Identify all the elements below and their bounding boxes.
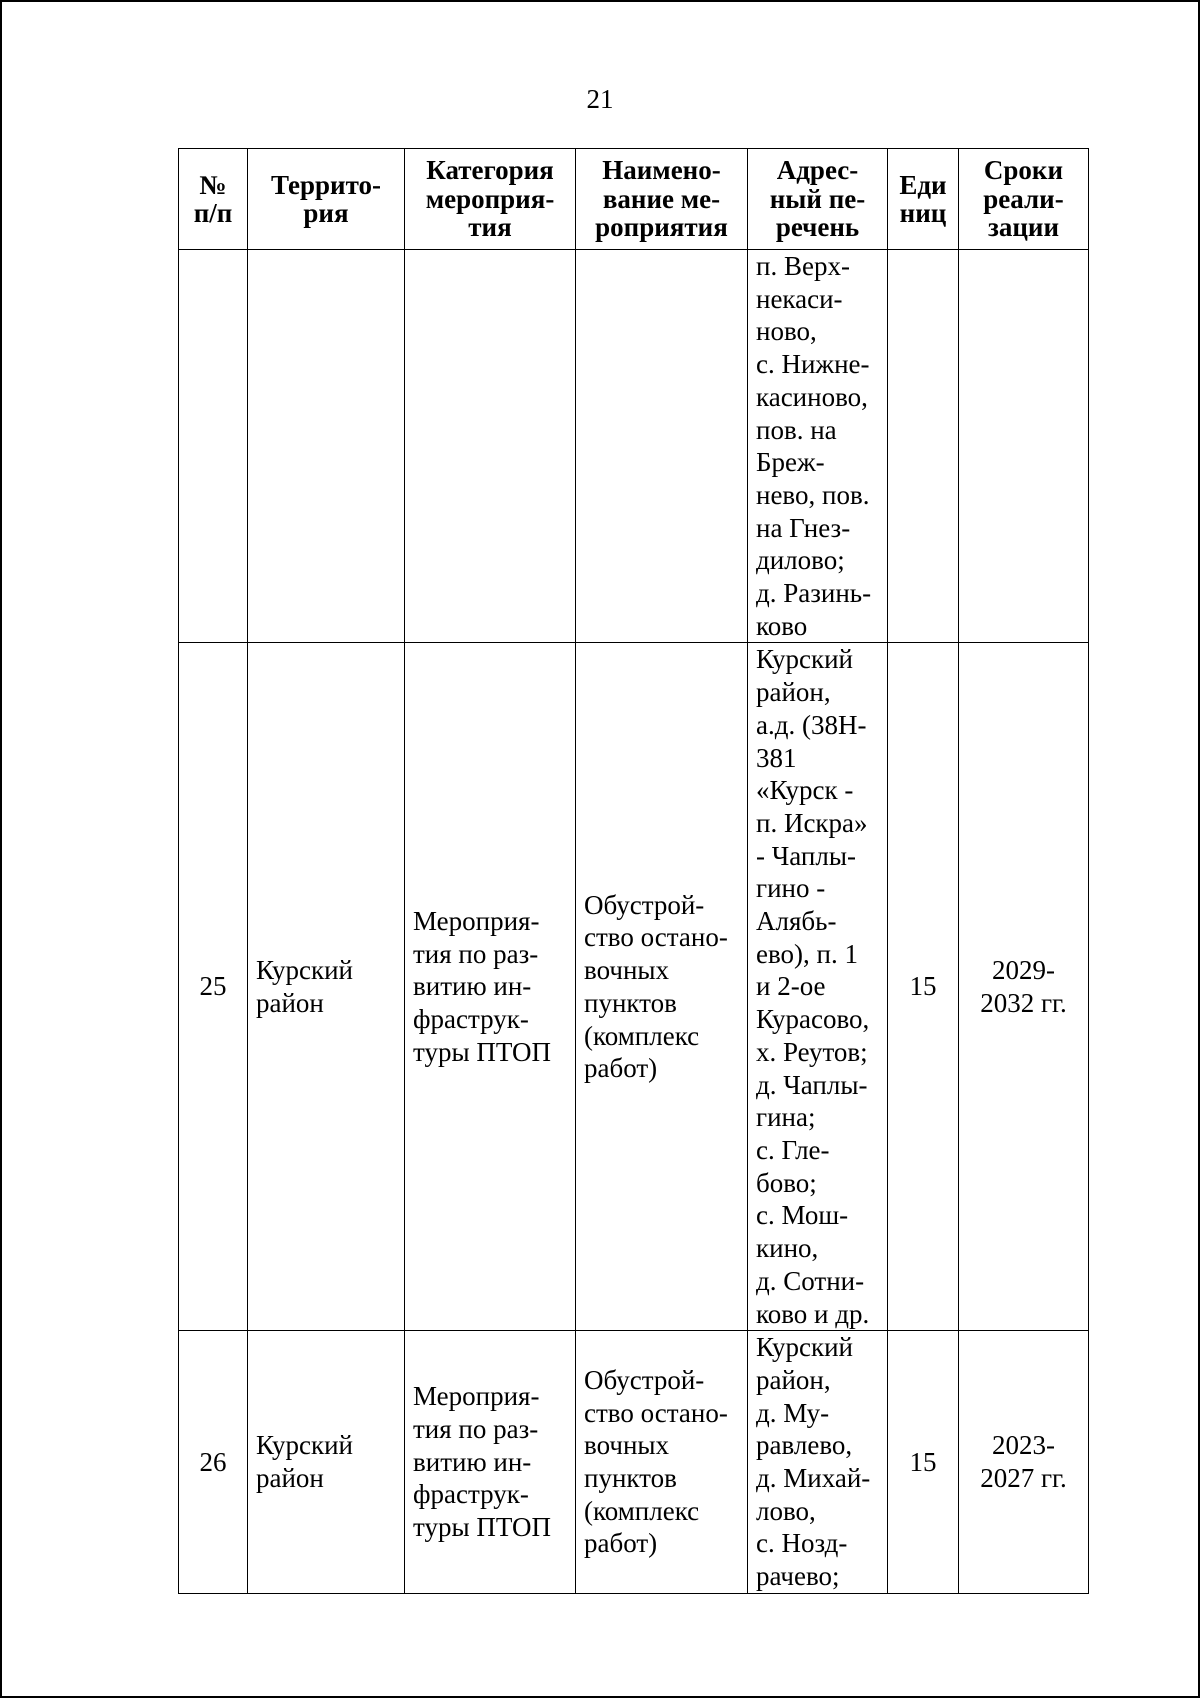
row-territory: Курский район bbox=[248, 1331, 405, 1594]
header-territory: Террито- рия bbox=[248, 149, 405, 250]
row-category bbox=[405, 250, 576, 643]
row-address: Курский район, д. Му- равлево, д. Михай- лово, с. Нозд- рачево; bbox=[748, 1331, 888, 1594]
row-units: 15 bbox=[888, 1331, 959, 1594]
page-number: 21 bbox=[586, 84, 614, 114]
table-header-row bbox=[179, 149, 1089, 250]
table-row bbox=[179, 1331, 1089, 1594]
header-period: Сроки реали- зации bbox=[959, 149, 1089, 250]
row-category: Мероприя- тия по раз- витию ин- фраструк- туры ПТОП bbox=[405, 1331, 576, 1594]
measures-table bbox=[178, 148, 1089, 1594]
row-units bbox=[888, 250, 959, 643]
header-address: Адрес- ный пе- речень bbox=[748, 149, 888, 250]
row-units: 15 bbox=[888, 643, 959, 1331]
header-number: № п/п bbox=[179, 149, 248, 250]
row-name bbox=[576, 250, 748, 643]
row-number: 25 bbox=[179, 643, 248, 1331]
row-number: 26 bbox=[179, 1331, 248, 1594]
header-category: Категория мероприя- тия bbox=[405, 149, 576, 250]
row-address: п. Верх- некаси- ново, с. Нижне- касиново, пов. на Бреж- нево, пов. на Гнез- дилово; д. Разинь- ково bbox=[748, 250, 888, 643]
row-name: Обустрой- ство остано- вочных пунктов (комплекс работ) bbox=[576, 1331, 748, 1594]
row-period: 2023- 2027 гг. bbox=[959, 1331, 1089, 1594]
table-row bbox=[179, 643, 1089, 1331]
header-units: Еди ниц bbox=[888, 149, 959, 250]
row-category: Мероприя- тия по раз- витию ин- фраструк- туры ПТОП bbox=[405, 643, 576, 1331]
row-period: 2029- 2032 гг. bbox=[959, 643, 1089, 1331]
row-address: Курский район, а.д. (38Н- 381 «Курск - п. Искра» - Чаплы- гино - Алябь- ево), п. 1 и 2-ое Курасово, х. Реутов; д. Чаплы- гина; с. Гле- бово; с. Мош- кино, д. Сотни- ково и др. bbox=[748, 643, 888, 1331]
row-period bbox=[959, 250, 1089, 643]
row-territory: Курский район bbox=[248, 643, 405, 1331]
header-name: Наимено- вание ме- роприятия bbox=[576, 149, 748, 250]
row-number bbox=[179, 250, 248, 643]
row-name: Обустрой- ство остано- вочных пунктов (комплекс работ) bbox=[576, 643, 748, 1331]
table-row bbox=[179, 250, 1089, 643]
row-territory bbox=[248, 250, 405, 643]
